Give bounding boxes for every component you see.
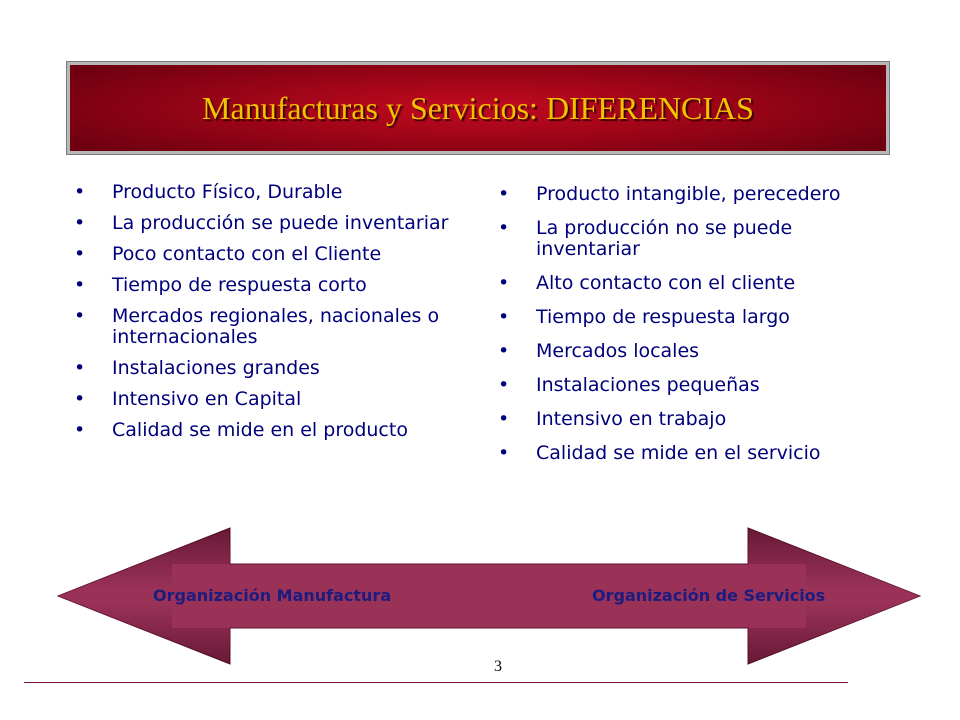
list-item-text: Intensivo en Capital (112, 388, 302, 410)
list-item-text: Poco contacto con el Cliente (112, 243, 382, 265)
list-item-text: La producción se puede inventariar (112, 212, 449, 234)
bullet-icon: • (74, 388, 86, 410)
list-item (74, 420, 474, 441)
list-item-text: Tiempo de respuesta corto (112, 274, 367, 296)
bullet-icon: • (74, 419, 86, 441)
list-item-text: La producción no se puede inventariar (536, 217, 793, 260)
list-item (498, 218, 898, 260)
list-item (74, 389, 474, 410)
list-item-text: Alto contacto con el cliente (536, 272, 796, 294)
bullet-icon: • (498, 217, 510, 239)
list-item (74, 182, 474, 203)
bullet-icon: • (498, 374, 510, 396)
list-item (498, 307, 898, 328)
list-item (498, 375, 898, 396)
bullet-icon: • (74, 243, 86, 265)
bullet-icon: • (74, 212, 86, 234)
list-item-text: Mercados locales (536, 340, 700, 362)
bullet-icon: • (74, 357, 86, 379)
list-item (74, 358, 474, 379)
list-item-text: Calidad se mide en el producto (112, 419, 408, 441)
list-item (74, 213, 474, 234)
bullet-icon: • (498, 272, 510, 294)
title-banner (67, 62, 889, 154)
list-item-text: Instalaciones pequeñas (536, 374, 760, 396)
services-org-label: Organización de Servicios (592, 586, 826, 605)
list-item (74, 244, 474, 265)
slide-title: Manufacturas y Servicios: DIFERENCIAS (202, 89, 754, 126)
list-item (498, 409, 898, 430)
bullet-icon: • (74, 274, 86, 296)
services-list (498, 184, 898, 477)
list-item-text: Producto Físico, Durable (112, 181, 343, 203)
bullet-icon: • (498, 340, 510, 362)
list-item-text: Calidad se mide en el servicio (536, 442, 821, 464)
list-item (74, 306, 474, 348)
list-item (74, 275, 474, 296)
list-item-text: Mercados regionales, nacionales o internacionales (112, 305, 440, 348)
bullet-icon: • (498, 306, 510, 328)
list-item (498, 273, 898, 294)
list-item (498, 184, 898, 205)
list-item-text: Intensivo en trabajo (536, 408, 727, 430)
bullet-icon: • (74, 181, 86, 203)
bullet-icon: • (498, 183, 510, 205)
bullet-icon: • (498, 408, 510, 430)
bullet-icon: • (74, 305, 86, 327)
list-item-text: Producto intangible, perecedero (536, 183, 841, 205)
list-item-text: Tiempo de respuesta largo (536, 306, 790, 328)
list-item-text: Instalaciones grandes (112, 357, 320, 379)
list-item (498, 443, 898, 464)
page-number: 3 (494, 658, 502, 675)
manufacturing-list (74, 182, 474, 451)
manufacturing-org-label: Organización Manufactura (153, 586, 392, 605)
footer-divider (24, 682, 848, 683)
list-item (498, 341, 898, 362)
bullet-icon: • (498, 442, 510, 464)
